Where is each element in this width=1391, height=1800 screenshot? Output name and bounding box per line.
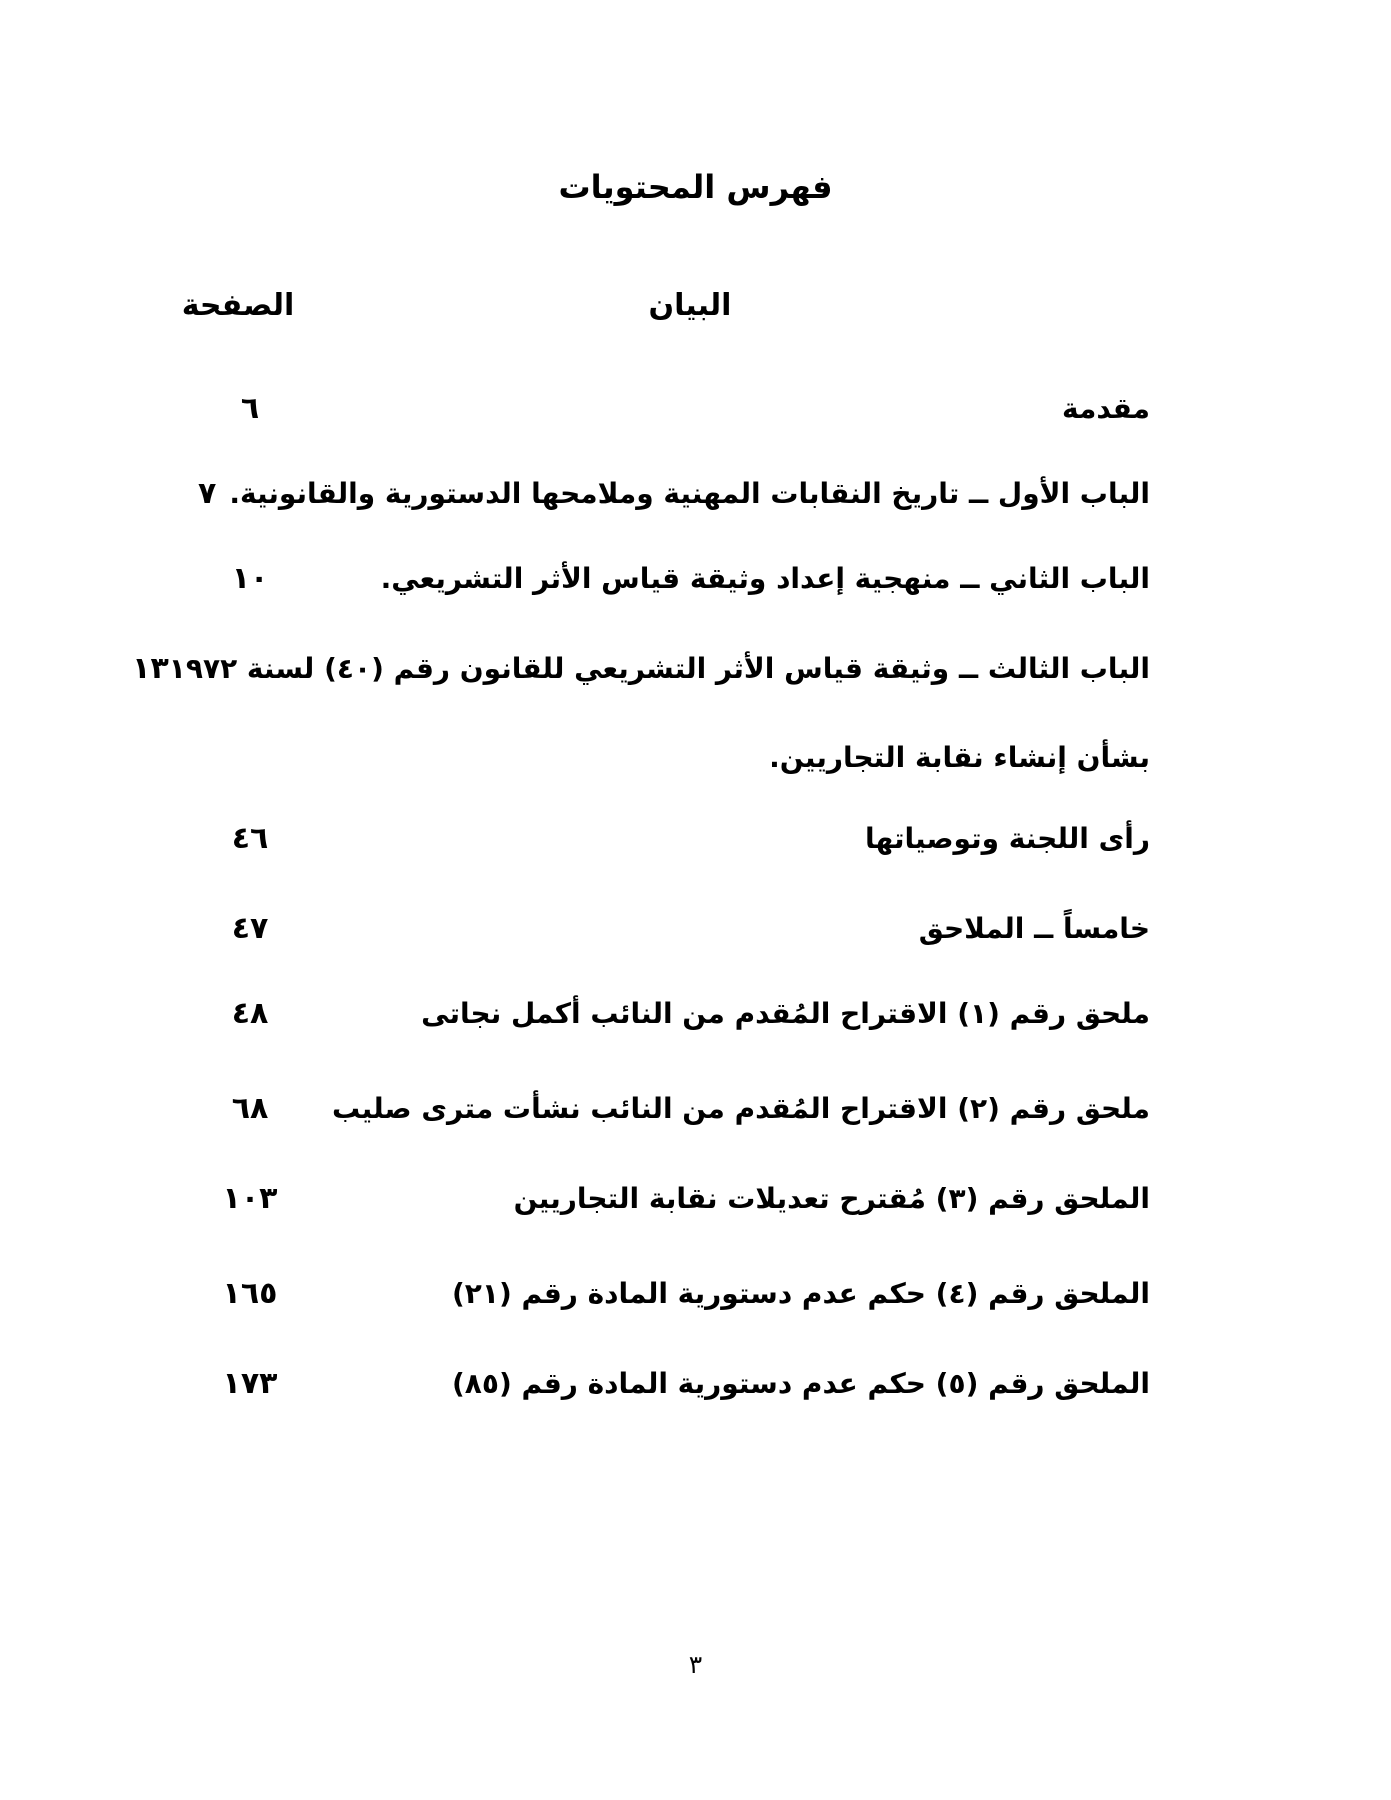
toc-entry-page: ٤٦ <box>231 821 269 856</box>
toc-row <box>185 473 1150 515</box>
toc-entry-label: ملحق رقم (٢) الاقتراح المُقدم من النائب نشأت مترى صليب <box>332 1092 1150 1125</box>
toc-row <box>185 993 1150 1035</box>
toc-entry-page: ١٠ <box>231 561 269 596</box>
toc-entry-label: خامساً ــ الملاحق <box>918 912 1150 945</box>
toc-entry-label-line1: الباب الثالث ــ وثيقة قياس الأثر التشريعي للقانون رقم (٤٠) لسنة ١٩٧٢ <box>168 652 1150 685</box>
toc-row <box>132 648 1150 779</box>
toc-row <box>185 1088 1150 1130</box>
toc-row <box>185 1363 1150 1405</box>
toc-header-page: الصفحة <box>181 288 295 323</box>
toc-entry-page: ٦٨ <box>231 1091 269 1126</box>
page-title: فهرس المحتويات <box>558 168 833 206</box>
toc-row <box>185 558 1150 600</box>
toc-entry-page: ١٣ <box>132 651 169 686</box>
toc-entry-label <box>169 648 1150 779</box>
toc-entry-page: ٤٧ <box>231 911 269 946</box>
toc-entry-label-line2: بشأن إنشاء نقابة التجاريين. <box>769 741 1150 774</box>
toc-entry-label: الباب الأول ــ تاريخ النقابات المهنية وملامحها الدستورية والقانونية. <box>229 477 1150 510</box>
toc-row <box>185 388 1150 430</box>
page-number-folio: ٣ <box>688 1650 703 1679</box>
toc-entry-label: ملحق رقم (١) الاقتراح المُقدم من النائب أكمل نجاتى <box>421 997 1150 1030</box>
toc-entry-label: الملحق رقم (٤) حكم عدم دستورية المادة رقم (٢١) <box>451 1277 1150 1310</box>
toc-entry-label: مقدمة <box>1062 392 1150 425</box>
toc-entry-page: ١٠٣ <box>222 1181 278 1216</box>
toc-entry-page: ١٦٥ <box>222 1276 278 1311</box>
toc-entry-label: الملحق رقم (٣) مُقترح تعديلات نقابة التجاريين <box>513 1182 1150 1215</box>
toc-row <box>185 1273 1150 1315</box>
toc-entry-label: رأى اللجنة وتوصياتها <box>865 822 1150 855</box>
toc-entry-page: ١٧٣ <box>222 1366 278 1401</box>
toc-entry-page: ٦ <box>240 391 260 426</box>
toc-row <box>185 908 1150 950</box>
toc-row <box>185 818 1150 860</box>
toc-entry-label: الملحق رقم (٥) حكم عدم دستورية المادة رقم (٨٥) <box>451 1367 1150 1400</box>
toc-entry-page: ٤٨ <box>231 996 269 1031</box>
toc-entry-label: الباب الثاني ــ منهجية إعداد وثيقة قياس الأثر التشريعي. <box>380 562 1150 595</box>
toc-header-description: البيان <box>648 288 732 323</box>
toc-entry-page: ٧ <box>198 476 217 511</box>
toc-row <box>185 1178 1150 1220</box>
